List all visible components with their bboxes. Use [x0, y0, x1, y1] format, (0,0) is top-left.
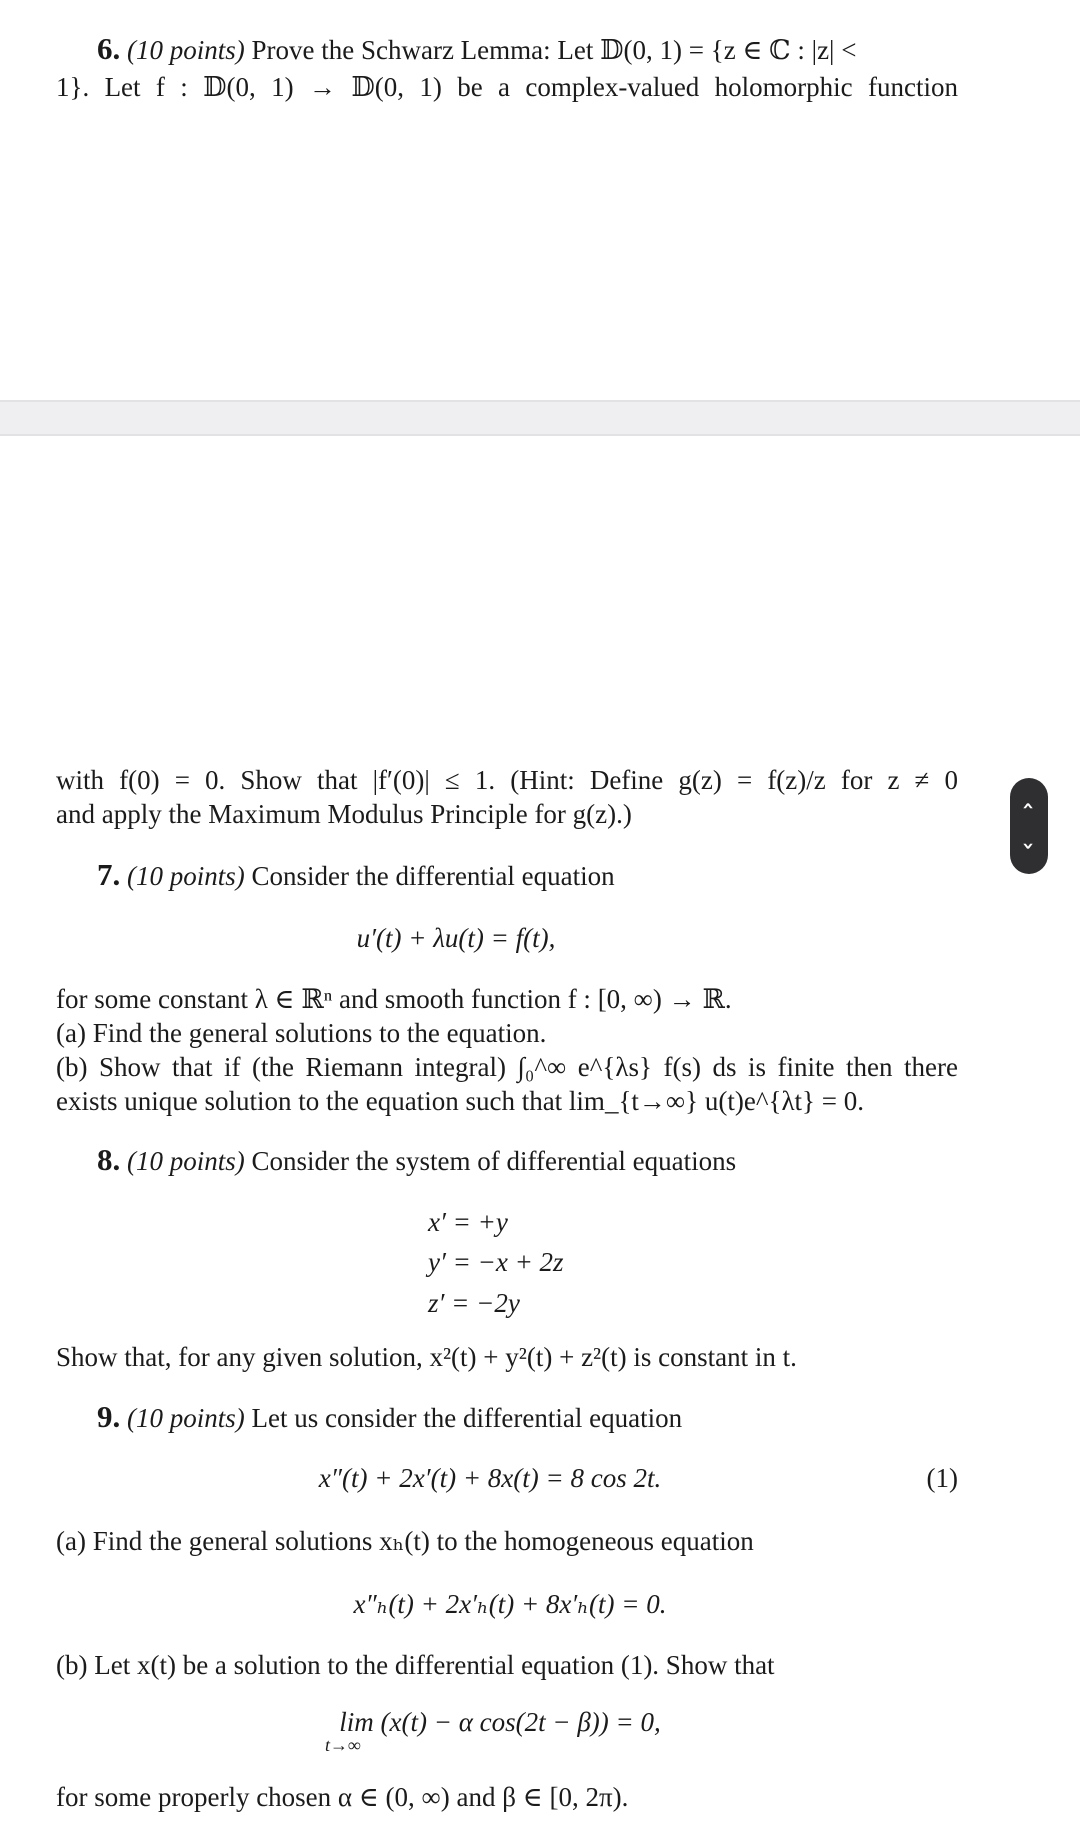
q7-number: 7.: [97, 857, 121, 892]
q7-equation: u′(t) + λu(t) = f(t),: [356, 923, 556, 953]
page-down-icon[interactable]: ›: [1017, 841, 1041, 851]
q8-heading: [97, 1143, 736, 1178]
page-up-icon[interactable]: ‹: [1017, 801, 1041, 811]
q8-intro: Consider the system of differential equations: [251, 1146, 737, 1176]
q6-points: (10 points): [127, 35, 245, 65]
q9-part-b: (b) Let x(t) be a solution to the differential equation (1). Show that: [56, 1650, 775, 1680]
q6-line-3: with f(0) = 0. Show that |f′(0)| ≤ 1. (Hint: Define g(z) = f(z)/z for z ≠ 0: [56, 765, 958, 795]
q9-limit-expression: lim (x(t) − α cos(2t − β)) = 0,: [339, 1707, 661, 1737]
q8-eq-1: x′ = +y: [428, 1207, 508, 1237]
q9-intro: Let us consider the differential equation: [251, 1403, 683, 1433]
q9-part-a: (a) Find the general solutions xₕ(t) to the homogeneous equation: [56, 1526, 754, 1556]
q9-equation-label: (1): [926, 1463, 958, 1493]
q9-heading: [97, 1400, 682, 1435]
q9-number: 9.: [97, 1399, 121, 1434]
page-nav-control[interactable]: [1010, 778, 1048, 874]
q6-line-2: 1}. Let f : 𝔻(0, 1) → 𝔻(0, 1) be a complex-valued holomorphic function: [56, 72, 958, 102]
q9-homogeneous-equation: x″ₕ(t) + 2x′ₕ(t) + 8x′ₕ(t) = 0.: [353, 1589, 667, 1619]
q6-line-4: and apply the Maximum Modulus Principle for g(z).): [56, 799, 632, 829]
q7-intro: Consider the differential equation: [251, 861, 615, 891]
q7-part-a: (a) Find the general solutions to the equation.: [56, 1018, 547, 1048]
q8-number: 8.: [97, 1142, 121, 1177]
q9-limit: [0, 1707, 1080, 1755]
q9-points: (10 points): [127, 1403, 245, 1433]
q8-eq-3: z′ = −2y: [428, 1288, 520, 1318]
q6-line-1: [97, 32, 856, 67]
q7-part-b-2: exists unique solution to the equation such that lim_{t→∞} u(t)e^{λt} = 0.: [56, 1086, 864, 1116]
q6-statement-start: Prove the Schwarz Lemma: Let 𝔻(0, 1) = {z ∈ ℂ : |z| <: [251, 35, 857, 65]
q9-final: for some properly chosen α ∈ (0, ∞) and β ∈ [0, 2π).: [56, 1782, 629, 1812]
q6-number: 6.: [97, 31, 121, 66]
q8-eq-2: y′ = −x + 2z: [428, 1247, 564, 1277]
q7-line-1: for some constant λ ∈ ℝⁿ and smooth function f : [0, ∞) → ℝ.: [56, 984, 732, 1014]
q9-equation: x″(t) + 2x′(t) + 8x(t) = 8 cos 2t.: [318, 1463, 662, 1493]
page-separator: [0, 400, 1080, 436]
q8-conclusion: Show that, for any given solution, x²(t) + y²(t) + z²(t) is constant in t.: [56, 1342, 797, 1372]
q7-heading: [97, 858, 615, 893]
q9-limit-subscript: t→∞: [325, 1735, 361, 1755]
q8-points: (10 points): [127, 1146, 245, 1176]
q7-part-b-1: (b) Show that if (the Riemann integral) ∫₀^∞ e^{λs} f(s) ds is finite then there: [56, 1052, 958, 1082]
q7-points: (10 points): [127, 861, 245, 891]
